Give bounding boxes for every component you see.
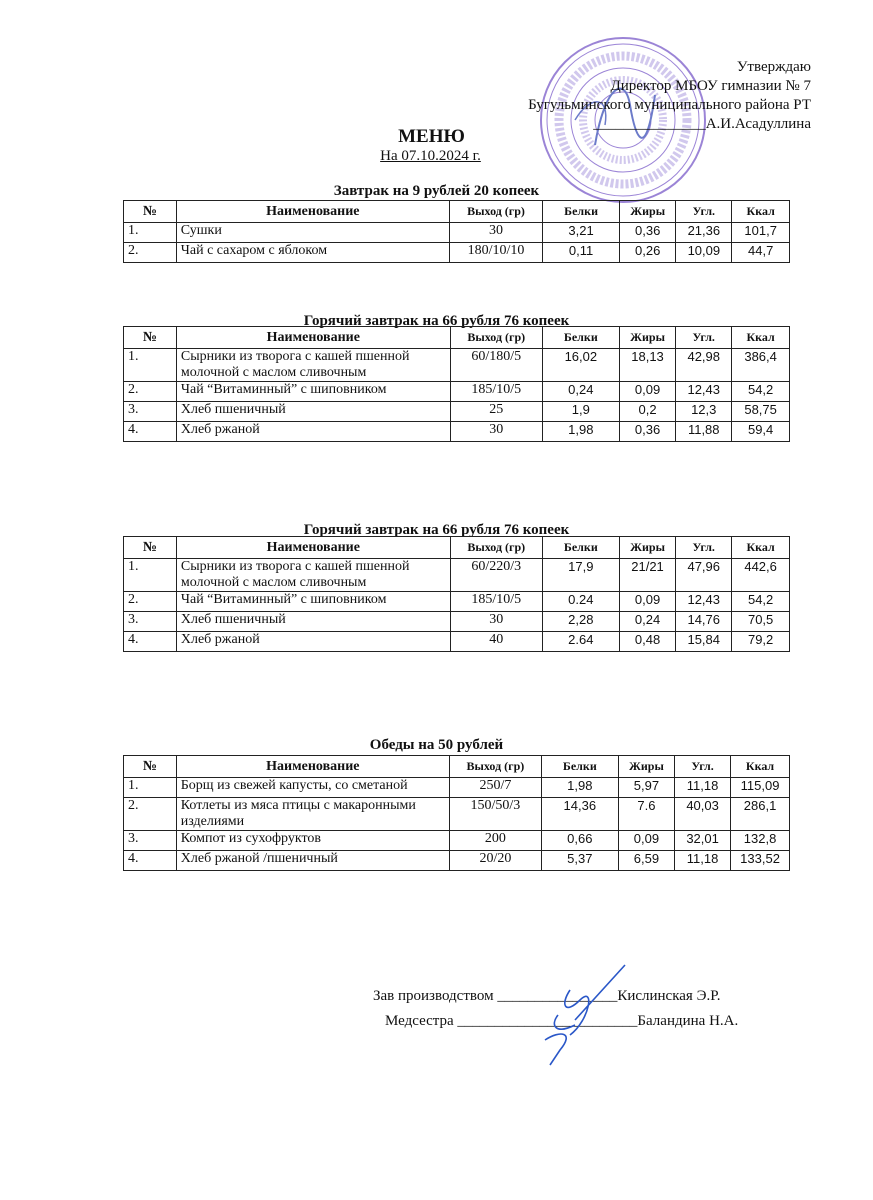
dish-name: Сырники из творога с кашей пшенной молочной с маслом сливочным <box>176 349 450 382</box>
dish-name: Сушки <box>176 223 449 243</box>
column-header: Белки <box>542 537 619 559</box>
table-row <box>124 612 790 632</box>
carbs: 21,36 <box>676 223 732 243</box>
production-manager-signature: Зав производством ________________Кислинская Э.Р. <box>373 988 721 1004</box>
fats: 0,2 <box>619 402 675 422</box>
dish-name: Хлеб пшеничный <box>176 612 450 632</box>
column-header: Наименование <box>176 756 449 778</box>
fats: 0,09 <box>619 592 675 612</box>
proteins: 16,02 <box>542 349 619 382</box>
carbs: 12,3 <box>676 402 732 422</box>
column-header: Угл. <box>676 201 732 223</box>
calories: 115,09 <box>731 778 790 798</box>
row-number: 4. <box>124 422 177 442</box>
portion-weight: 60/180/5 <box>450 349 542 382</box>
column-header: Ккал <box>732 327 790 349</box>
fats: 0,09 <box>619 382 675 402</box>
approval-block <box>528 58 811 134</box>
section-title: Горячий завтрак на 66 рубля 76 копеек <box>303 313 570 329</box>
portion-weight: 200 <box>449 831 541 851</box>
column-header: Белки <box>541 756 618 778</box>
calories: 442,6 <box>732 559 790 592</box>
approval-line: Утверждаю <box>736 59 811 75</box>
column-header: Белки <box>542 327 619 349</box>
row-number: 1. <box>124 559 177 592</box>
table-row <box>124 632 790 652</box>
proteins: 17,9 <box>542 559 619 592</box>
dish-name: Хлеб пшеничный <box>176 402 450 422</box>
fats: 21/21 <box>619 559 675 592</box>
table-row <box>124 349 790 382</box>
carbs: 11,88 <box>676 422 732 442</box>
column-header: Выход (гр) <box>450 327 542 349</box>
table-row <box>124 243 790 263</box>
portion-weight: 185/10/5 <box>450 382 542 402</box>
portion-weight: 30 <box>449 223 542 243</box>
table-row <box>124 223 790 243</box>
carbs: 12,43 <box>676 592 732 612</box>
dish-name: Компот из сухофруктов <box>176 831 449 851</box>
approval-position: Директор МБОУ гимназии № 7 <box>610 78 811 94</box>
column-header: Ккал <box>732 537 790 559</box>
row-number: 2. <box>124 243 177 263</box>
menu-title: МЕНЮ <box>398 126 465 147</box>
menu-table <box>123 200 790 263</box>
calories: 386,4 <box>732 349 790 382</box>
dish-name: Чай “Витаминный” с шиповником <box>176 592 450 612</box>
carbs: 10,09 <box>676 243 732 263</box>
row-number: 3. <box>124 612 177 632</box>
fats: 5,97 <box>618 778 674 798</box>
menu-table <box>123 755 790 871</box>
column-header: Наименование <box>176 327 450 349</box>
carbs: 11,18 <box>675 851 731 871</box>
proteins: 3,21 <box>543 223 620 243</box>
column-header: Выход (гр) <box>450 537 542 559</box>
section-title: Горячий завтрак на 66 рубля 76 копеек <box>303 522 570 538</box>
approval-signature-name: _______________А.И.Асадуллина <box>593 116 811 132</box>
carbs: 40,03 <box>675 798 731 831</box>
column-header: № <box>124 756 177 778</box>
row-number: 2. <box>124 382 177 402</box>
proteins: 5,37 <box>541 851 618 871</box>
column-header: № <box>124 327 177 349</box>
column-header: Ккал <box>731 756 790 778</box>
section-title: Завтрак на 9 рублей 20 копеек <box>333 183 540 199</box>
column-header: Жиры <box>618 756 674 778</box>
calories: 101,7 <box>732 223 790 243</box>
dish-name: Чай “Витаминный” с шиповником <box>176 382 450 402</box>
proteins: 14,36 <box>541 798 618 831</box>
portion-weight: 40 <box>450 632 542 652</box>
table-row <box>124 559 790 592</box>
proteins: 0,24 <box>542 382 619 402</box>
portion-weight: 20/20 <box>449 851 541 871</box>
table-row <box>124 422 790 442</box>
column-header: Белки <box>543 201 620 223</box>
column-header: Угл. <box>675 756 731 778</box>
dish-name: Хлеб ржаной <box>176 632 450 652</box>
row-number: 4. <box>124 632 177 652</box>
portion-weight: 30 <box>450 422 542 442</box>
row-number: 1. <box>124 778 177 798</box>
proteins: 1,9 <box>542 402 619 422</box>
row-number: 3. <box>124 831 177 851</box>
calories: 132,8 <box>731 831 790 851</box>
dish-name: Чай с сахаром с яблоком <box>176 243 449 263</box>
column-header: Выход (гр) <box>449 756 541 778</box>
carbs: 12,43 <box>676 382 732 402</box>
carbs: 47,96 <box>676 559 732 592</box>
table-row <box>124 592 790 612</box>
fats: 0,36 <box>620 223 676 243</box>
portion-weight: 150/50/3 <box>449 798 541 831</box>
column-header: Угл. <box>676 537 732 559</box>
table-header-row <box>124 201 790 223</box>
proteins: 0,11 <box>543 243 620 263</box>
calories: 133,52 <box>731 851 790 871</box>
proteins: 0.24 <box>542 592 619 612</box>
carbs: 42,98 <box>676 349 732 382</box>
column-header: Жиры <box>619 537 675 559</box>
portion-weight: 25 <box>450 402 542 422</box>
table-row <box>124 831 790 851</box>
dish-name: Хлеб ржаной <box>176 422 450 442</box>
dish-name: Сырники из творога с кашей пшенной молочной с маслом сливочным <box>176 559 450 592</box>
column-header: № <box>124 537 177 559</box>
dish-name: Борщ из свежей капусты, со сметаной <box>176 778 449 798</box>
column-header: Жиры <box>619 327 675 349</box>
fats: 6,59 <box>618 851 674 871</box>
portion-weight: 180/10/10 <box>449 243 542 263</box>
approval-district: Бугульминского муниципального района РТ <box>528 97 811 113</box>
column-header: Ккал <box>732 201 790 223</box>
menu-date: На 07.10.2024 г. <box>380 148 481 164</box>
row-number: 2. <box>124 592 177 612</box>
dish-name: Котлеты из мяса птицы с макаронными изделиями <box>176 798 449 831</box>
table-row <box>124 778 790 798</box>
fats: 0,09 <box>618 831 674 851</box>
carbs: 11,18 <box>675 778 731 798</box>
row-number: 2. <box>124 798 177 831</box>
section-title: Обеды на 50 рублей <box>369 737 504 753</box>
calories: 44,7 <box>732 243 790 263</box>
table-row <box>124 798 790 831</box>
menu-table <box>123 536 790 652</box>
calories: 70,5 <box>732 612 790 632</box>
fats: 7.6 <box>618 798 674 831</box>
row-number: 4. <box>124 851 177 871</box>
fats: 0,24 <box>619 612 675 632</box>
carbs: 14,76 <box>676 612 732 632</box>
proteins: 1,98 <box>542 422 619 442</box>
portion-weight: 250/7 <box>449 778 541 798</box>
proteins: 2.64 <box>542 632 619 652</box>
nurse-signature: Медсестра ________________________Баландина Н.А. <box>385 1013 739 1029</box>
portion-weight: 30 <box>450 612 542 632</box>
handwritten-signature-icon <box>530 960 640 1070</box>
calories: 79,2 <box>732 632 790 652</box>
fats: 0,36 <box>619 422 675 442</box>
carbs: 15,84 <box>676 632 732 652</box>
calories: 286,1 <box>731 798 790 831</box>
dish-name: Хлеб ржаной /пшеничный <box>176 851 449 871</box>
proteins: 2,28 <box>542 612 619 632</box>
calories: 54,2 <box>732 382 790 402</box>
table-row <box>124 402 790 422</box>
calories: 54,2 <box>732 592 790 612</box>
column-header: Наименование <box>176 537 450 559</box>
fats: 0,48 <box>619 632 675 652</box>
menu-table <box>123 326 790 442</box>
portion-weight: 185/10/5 <box>450 592 542 612</box>
column-header: Жиры <box>620 201 676 223</box>
row-number: 1. <box>124 349 177 382</box>
column-header: Угл. <box>676 327 732 349</box>
table-header-row <box>124 756 790 778</box>
proteins: 1,98 <box>541 778 618 798</box>
table-row <box>124 851 790 871</box>
table-row <box>124 382 790 402</box>
carbs: 32,01 <box>675 831 731 851</box>
fats: 0,26 <box>620 243 676 263</box>
table-header-row <box>124 537 790 559</box>
row-number: 3. <box>124 402 177 422</box>
proteins: 0,66 <box>541 831 618 851</box>
column-header: № <box>124 201 177 223</box>
portion-weight: 60/220/3 <box>450 559 542 592</box>
calories: 59,4 <box>732 422 790 442</box>
table-header-row <box>124 327 790 349</box>
column-header: Выход (гр) <box>449 201 542 223</box>
row-number: 1. <box>124 223 177 243</box>
calories: 58,75 <box>732 402 790 422</box>
fats: 18,13 <box>619 349 675 382</box>
column-header: Наименование <box>176 201 449 223</box>
